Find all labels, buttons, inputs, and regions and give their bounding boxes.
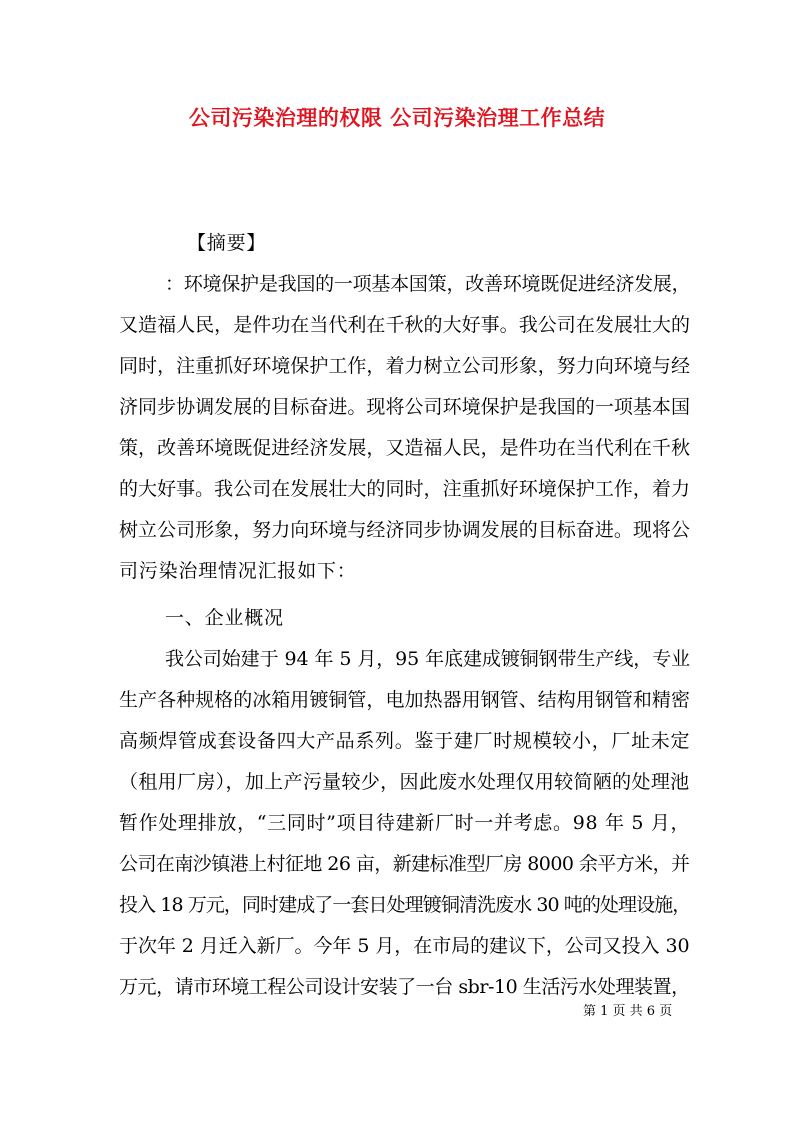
paragraph-line: 暂作处理排放，“三同时”项目待建新厂时一并考虑。98 年 5 月， xyxy=(119,812,691,834)
paragraph-line: 济同步协调发展的目标奋进。现将公司环境保护是我国的一项基本国 xyxy=(119,396,691,418)
paragraph-line: 万元，请市环境工程公司设计安装了一台 sbr-10 生活污水处理装置， xyxy=(119,976,690,998)
section-heading-overview: 一、企业概况 xyxy=(165,607,284,629)
paragraph-line: ：环境保护是我国的一项基本国策，改善环境既促进经济发展， xyxy=(165,273,691,295)
paragraph-line: 公司在南沙镇港上村征地 26 亩，新建标准型厂房 8000 余平方米，并 xyxy=(119,853,690,875)
page-number-footer: 第 1 页 共 6 页 xyxy=(583,1004,673,1019)
paragraph-line: 树立公司形象，努力向环境与经济同步协调发展的目标奋进。现将公 xyxy=(119,519,691,541)
paragraph-line: 高频焊管成套设备四大产品系列。鉴于建厂时规模较小，厂址未定 xyxy=(119,730,691,752)
paragraph-line: 于次年 2 月迁入新厂。今年 5 月，在市局的建议下，公司又投入 30 xyxy=(119,935,690,957)
paragraph-line: （租用厂房），加上产污量较少，因此废水处理仅用较简陋的处理池 xyxy=(119,771,690,793)
paragraph-line: 司污染治理情况汇报如下： xyxy=(119,560,357,582)
paragraph-line: 同时，注重抓好环境保护工作，着力树立公司形象，努力向环境与经 xyxy=(119,355,691,377)
paragraph-line: 策，改善环境既促进经济发展，又造福人民，是件功在当代利在千秋 xyxy=(119,437,691,459)
paragraph-line: 我公司始建于 94 年 5 月，95 年底建成镀铜钢带生产线，专业 xyxy=(165,648,691,670)
section-heading-abstract: 【摘要】 xyxy=(187,232,267,254)
paragraph-line: 又造福人民，是件功在当代利在千秋的大好事。我公司在发展壮大的 xyxy=(119,314,691,336)
paragraph-line: 的大好事。我公司在发展壮大的同时，注重抓好环境保护工作，着力 xyxy=(119,478,691,500)
paragraph-line: 投入 18 万元，同时建成了一套日处理镀铜清洗废水 30 吨的处理设施， xyxy=(119,894,691,916)
document-title: 公司污染治理的权限 公司污染治理工作总结 xyxy=(188,105,606,130)
paragraph-line: 生产各种规格的冰箱用镀铜管，电加热器用钢管、结构用钢管和精密 xyxy=(119,689,691,711)
